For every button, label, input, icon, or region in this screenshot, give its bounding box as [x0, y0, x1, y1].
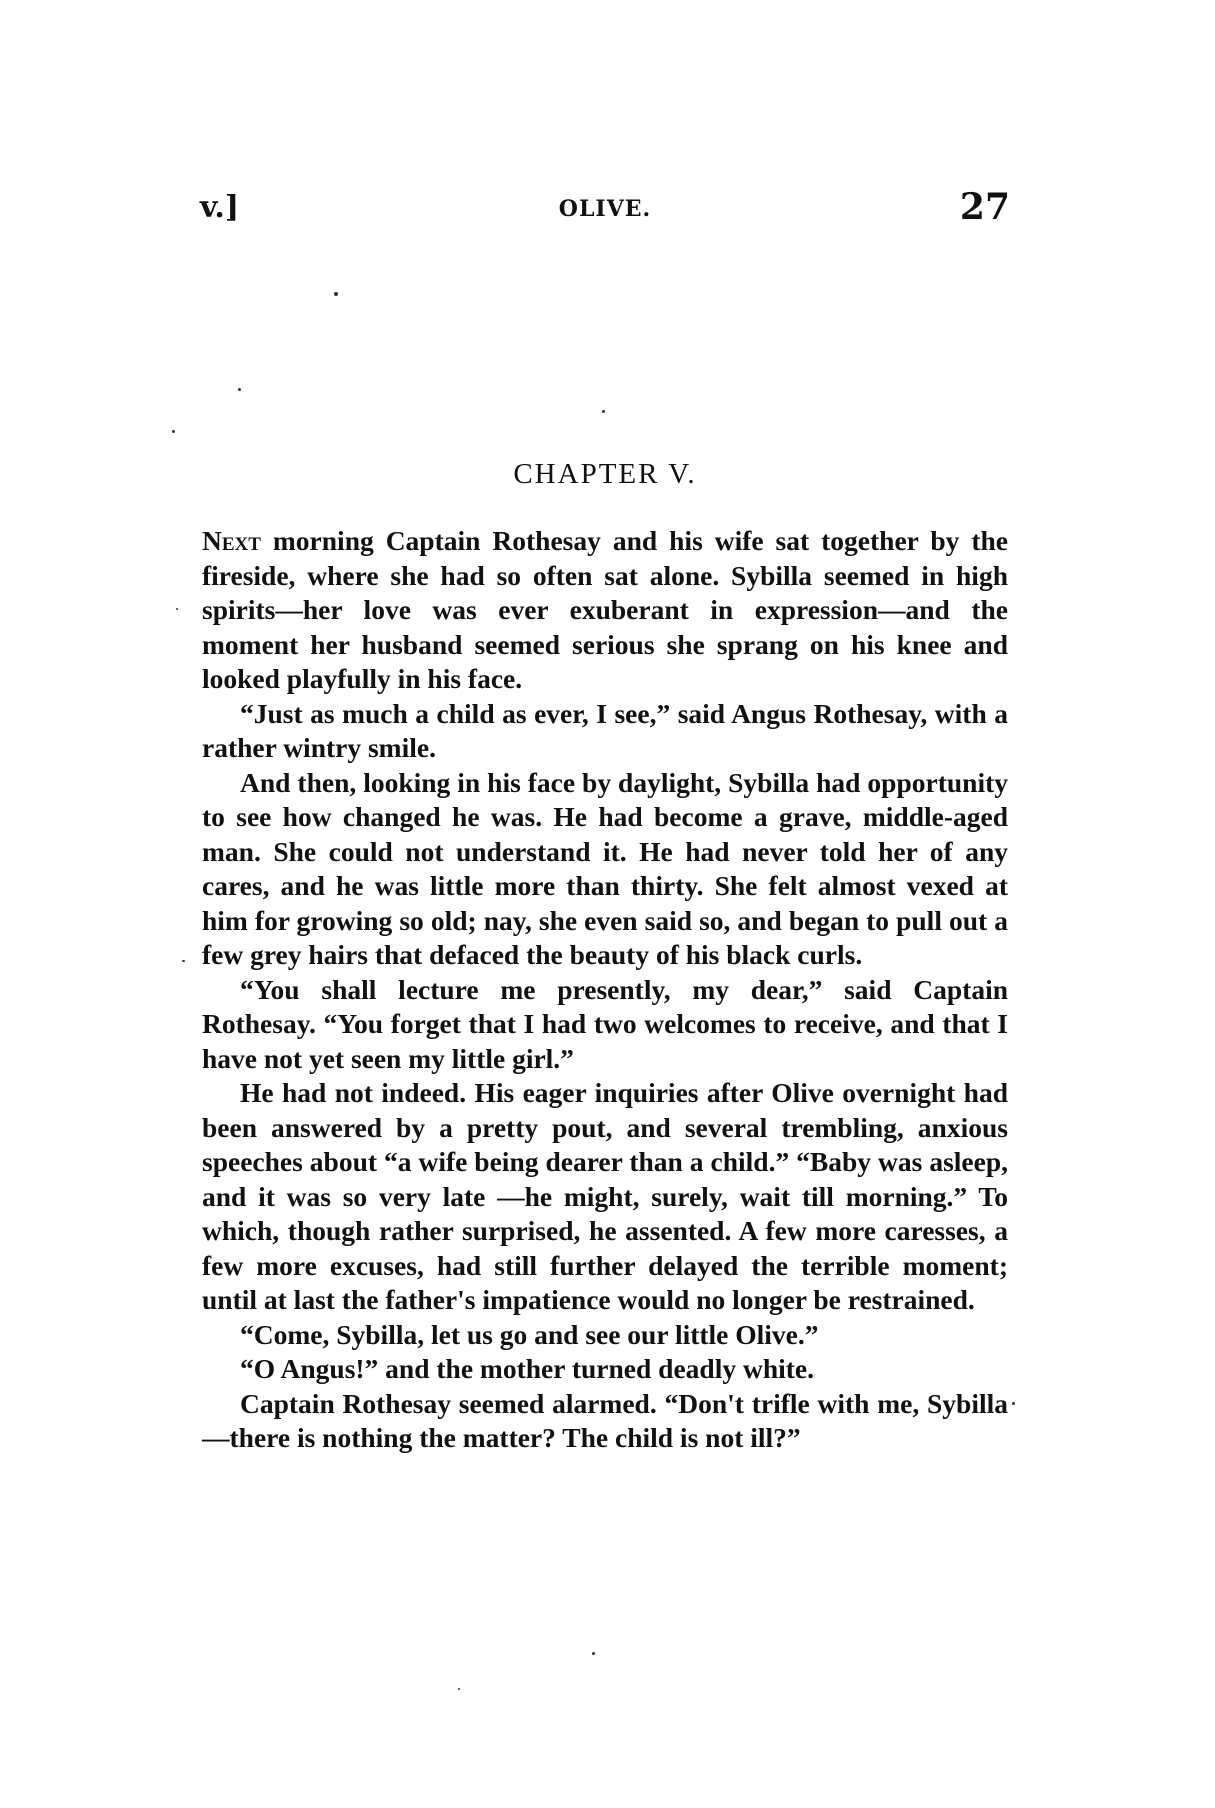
scan-speck: [238, 388, 241, 391]
paragraph: He had not indeed. His eager inquiries after Olive overnight had been answered by a pretty pout, and several trembling, anxious speeches about “a wife being dearer than a child.” “Baby was asleep, and it was so very late —he might, surely, wait till morning.” To which, though rather surprised, he assented. A few more caresses, a few more excuses, had still further delayed the terrible moment; until at last the father's impatience would no longer be restrained.: [202, 1077, 1008, 1315]
scan-speck: [1012, 1402, 1015, 1405]
scan-speck: [334, 292, 338, 296]
chapter-title: CHAPTER V.: [513, 458, 697, 490]
chapter-marker: v.]: [200, 190, 240, 225]
paragraph: “You shall lecture me presently, my dear,” said Captain Rothesay. “You forget that I had two welcomes to receive, and that I have not yet seen my little girl.”: [202, 973, 1008, 1074]
paragraph: “O Angus!” and the mother turned deadly white.: [240, 1353, 814, 1384]
scan-speck: [176, 608, 178, 610]
running-header: [200, 186, 1010, 240]
scan-speck: [458, 1688, 460, 1690]
lead-word: Next: [202, 525, 261, 556]
scan-speck: [602, 410, 605, 413]
scan-speck: [172, 430, 175, 433]
paragraph-text: morning Captain Rothesay and his wife sat together by the fireside, where she had so often sat alone. Sybilla seemed in high spirits—her love was ever exuberant in expression—and the moment her husband seemed serious she sprang on his knee and looked playfully in his face.: [202, 525, 1008, 694]
paragraph: “Just as much a child as ever, I see,” said Angus Rothesay, with a rather wintry smile.: [202, 697, 1008, 763]
paragraph: [202, 524, 1008, 697]
running-title: OLIVE.: [558, 196, 652, 222]
chapter-body: [202, 524, 1008, 1456]
paragraph: And then, looking in his face by daylight, Sybilla had opportunity to see how changed he was. He had become a grave, middle-aged man. She could not understand it. He had never told her of any cares, and he was little more than thirty. She felt almost vexed at him for growing so old; nay, she even said so, and began to pull out a few grey hairs that defaced the beauty of his black curls.: [202, 766, 1008, 970]
scan-speck: [592, 1652, 595, 1655]
page-number: 27: [959, 186, 1010, 228]
scan-speck: [182, 960, 185, 962]
paragraph: “Come, Sybilla, let us go and see our little Olive.”: [240, 1318, 819, 1350]
paragraph: Captain Rothesay seemed alarmed. “Don't trifle with me, Sybilla—there is nothing the matter? The child is not ill?”: [202, 1387, 1008, 1453]
